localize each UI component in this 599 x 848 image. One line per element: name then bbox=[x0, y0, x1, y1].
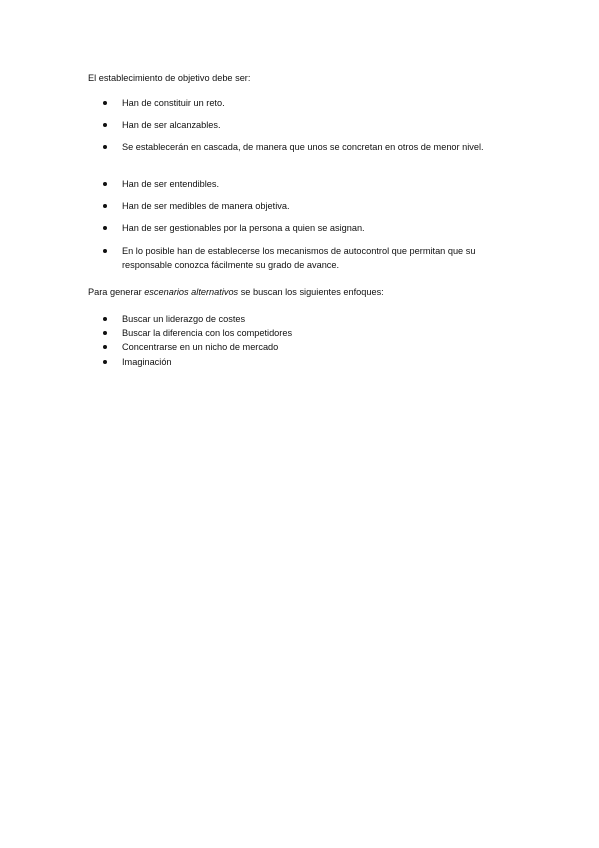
bullet-icon bbox=[103, 101, 107, 105]
list-item-text: Concentrarse en un nicho de mercado bbox=[122, 342, 279, 352]
list-item-text: Imaginación bbox=[122, 357, 172, 367]
list-item-text: Han de ser alcanzables. bbox=[122, 120, 221, 130]
list-item-text: Se establecerán en cascada, de manera que unos se concretan en otros de menor nivel. bbox=[122, 142, 484, 152]
list-item-text: Han de constituir un reto. bbox=[122, 98, 225, 108]
list-item-text: Buscar un liderazgo de costes bbox=[122, 314, 246, 324]
list-item-text: Han de ser gestionables por la persona a quien se asignan. bbox=[122, 223, 365, 233]
section2-intro bbox=[88, 286, 384, 299]
list-item-text: En lo posible han de establecerse los mecanismos de autocontrol que permitan que su responsable conozca fácilmente su grado de avance. bbox=[122, 246, 476, 270]
bullet-icon bbox=[103, 123, 107, 127]
bullet-icon bbox=[103, 331, 107, 335]
bullet-icon bbox=[103, 317, 107, 321]
section1-intro: El establecimiento de objetivo debe ser: bbox=[88, 73, 251, 83]
section2-intro-start: Para generar bbox=[88, 287, 145, 297]
list-item-text: Han de ser entendibles. bbox=[122, 179, 220, 189]
bullet-icon bbox=[103, 182, 107, 186]
section2-intro-emphasis: escenarios alternativos bbox=[144, 287, 239, 297]
bullet-icon bbox=[103, 204, 107, 208]
bullet-icon bbox=[103, 345, 107, 349]
list-item-text: Han de ser medibles de manera objetiva. bbox=[122, 201, 290, 211]
bullet-icon bbox=[103, 360, 107, 364]
bullet-icon bbox=[103, 226, 107, 230]
bullet-icon bbox=[103, 145, 107, 149]
section2-intro-end: se buscan los siguientes enfoques: bbox=[238, 287, 384, 297]
list-item-text: Buscar la diferencia con los competidores bbox=[122, 328, 293, 338]
bullet-icon bbox=[103, 249, 107, 253]
